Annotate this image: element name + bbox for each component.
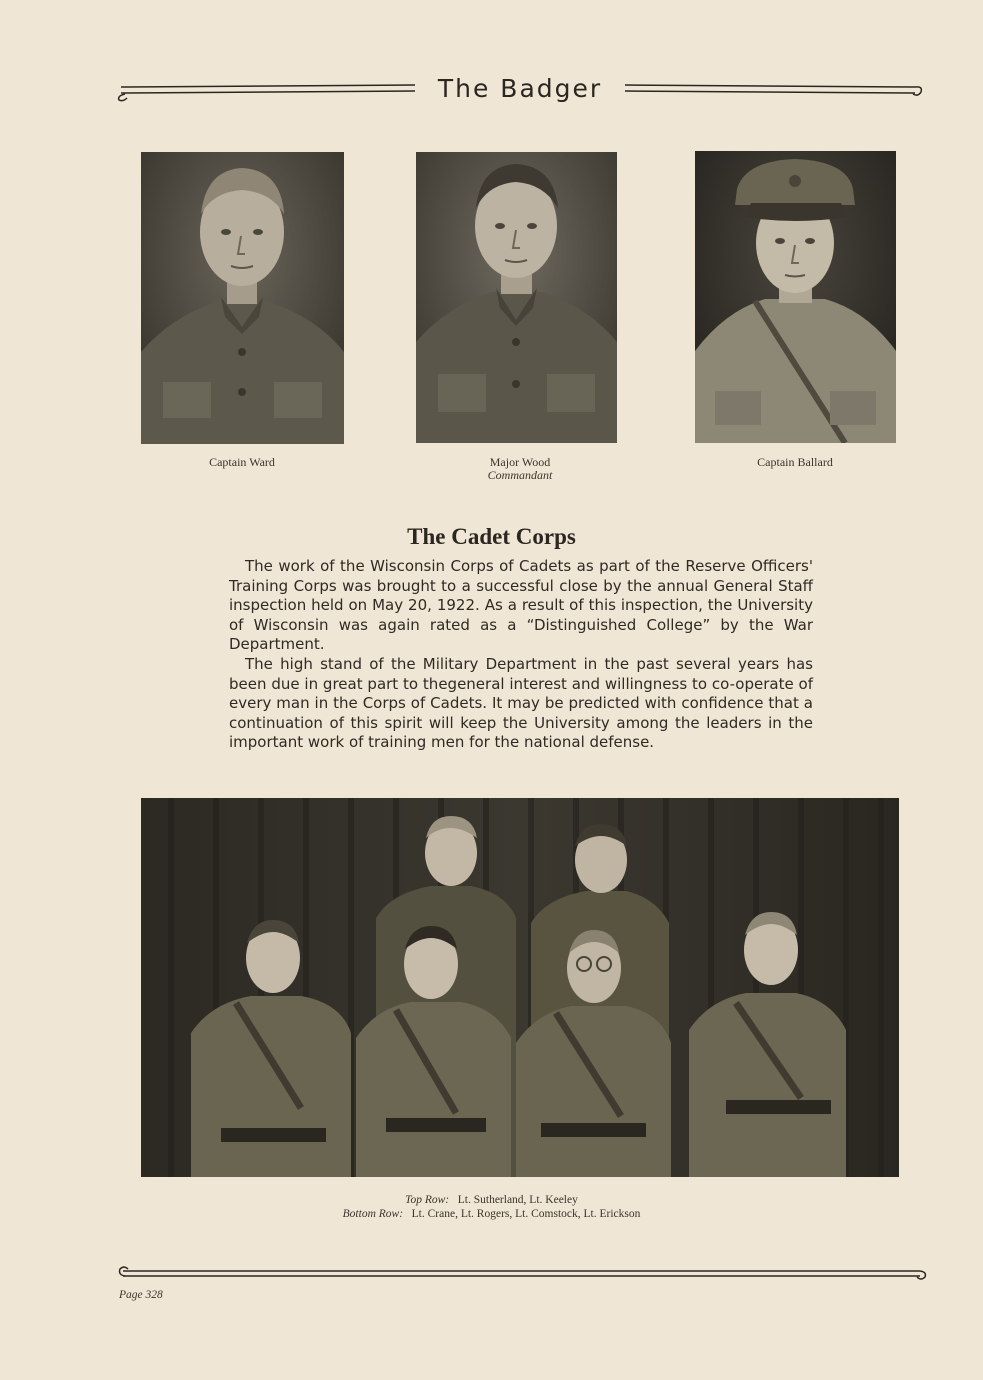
portrait-name: Captain Ballard: [757, 455, 833, 469]
portrait-subtitle: Commandant: [487, 468, 553, 482]
bottom-row-names: Lt. Crane, Lt. Rogers, Lt. Comstock, Lt. Erickson: [411, 1207, 641, 1220]
top-row-caption: [0, 1194, 983, 1208]
bottom-row-caption: [0, 1208, 983, 1222]
top-row-label: Top Row:: [405, 1194, 450, 1206]
portrait-caption-1: [142, 456, 342, 469]
portrait-name: Captain Ward: [209, 455, 275, 469]
footer-ornament-rule: [115, 1263, 930, 1285]
portrait-photo-major-wood: [416, 152, 617, 443]
portrait-photo-captain-ballard: [695, 151, 896, 443]
section-title: The Cadet Corps: [407, 524, 576, 549]
portrait-caption-2: [420, 456, 620, 482]
article-paragraph: The work of the Wisconsin Corps of Cadets as part of the Reserve Officers' Training Corps was brought to a successful close by the annual General Staff inspection held on May 20, 1922. As a result of this inspection, the University of Wisconsin was again rated as a “Distinguished College” by the War Department.: [229, 557, 813, 654]
group-photo-lieutenants: [141, 798, 899, 1177]
header-title: The Badger: [426, 74, 614, 103]
portrait-name: Major Wood: [489, 455, 551, 469]
article-paragraph: The high stand of the Military Department in the past several years has been due in great part to thegeneral interest and willingness to co-operate of every man in the Corps of Cadets. It may be predicted with confidence that a continuation of this spirit will keep the University among the leaders in the important work of training men for the national defense.: [229, 654, 813, 752]
group-photo-caption: [0, 1194, 983, 1221]
article-body: [229, 557, 813, 753]
page-header: [115, 72, 925, 110]
top-row-names: Lt. Sutherland, Lt. Keeley: [457, 1194, 578, 1206]
portrait-caption-3: [695, 456, 895, 469]
page-number: Page 328: [119, 1289, 163, 1301]
portrait-photo-captain-ward: [141, 152, 344, 444]
bottom-row-label: Bottom Row:: [342, 1207, 404, 1220]
